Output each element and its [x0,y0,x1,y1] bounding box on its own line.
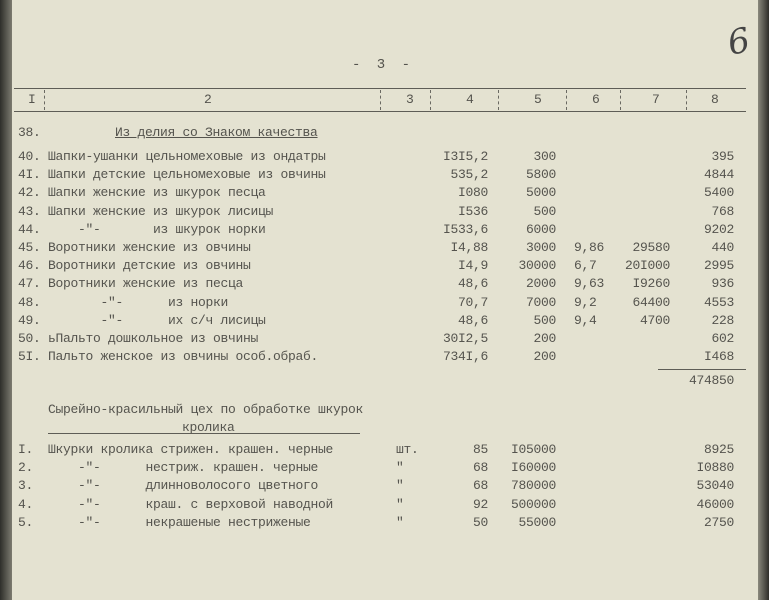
row-col5: 2000 [525,276,556,292]
row-col8: 46000 [696,496,734,512]
row-col4: 30I2,5 [442,331,488,346]
column-separator [686,90,687,110]
row-col8: 8925 [703,442,734,457]
header-col-5: 5 [534,92,542,107]
row-col4: 68 [472,478,488,494]
row-col7: 64400 [632,294,670,310]
row-number: 46. [18,258,41,274]
row-col5: 780000 [510,478,556,494]
row-col5: 200 [533,331,556,346]
page-number: - 3 - [352,57,415,73]
total-rule [658,369,746,370]
row-number: 2. [18,460,34,476]
row-col5: 500 [533,203,556,219]
row-col5: 200 [533,349,556,365]
header-bottom-rule [14,111,746,112]
row-col5: 500000 [510,496,556,512]
row-name: -"- некрашеные нестриженые [48,514,311,530]
header-col-2: 2 [204,92,212,107]
row-col8: I468 [703,349,734,365]
row-col5: 55000 [518,514,556,530]
row-col4: 48,6 [457,312,488,328]
column-separator [498,90,499,110]
row-unit: шт. [396,442,419,457]
row-number: 40. [18,149,41,164]
row-col8: 228 [711,312,734,328]
row-col7: 29580 [632,240,670,255]
row-col8: 4553 [703,294,734,310]
row-col4: 85 [472,442,488,457]
header-col-1: I [28,92,36,107]
row-col4: 50 [472,514,488,530]
row-col8: 4844 [703,167,734,183]
row-col6: 9,63 [574,276,605,292]
row-unit: " [396,460,404,476]
row-col7: 4700 [639,312,670,328]
row-col5: 30000 [518,258,556,274]
row-number: 43. [18,203,41,219]
row-col6: 9,2 [574,294,597,310]
section-total: 474850 [688,373,734,388]
row-col4: 734I,6 [442,349,488,365]
row-name: -"- из шкурок норки [48,221,266,237]
row-name: Шапки женские из шкурок песца [48,185,266,201]
row-col8: 9202 [703,221,734,237]
row-number: 50. [18,331,41,346]
section2-title-underline [48,433,360,434]
row-col4: I4,9 [457,258,488,274]
row-number: 5. [18,514,34,530]
section2-title-line2: кролика [182,420,235,435]
row-col4: I533,6 [442,221,488,237]
row-col8: 395 [711,149,734,164]
row-col4: 70,7 [457,294,488,310]
row-col5: 6000 [525,221,556,237]
header-top-rule [14,88,746,89]
scan-edge-left [0,0,12,600]
handwritten-page-mark: 6 [724,20,754,64]
row-name: Воротники женские из овчины [48,240,251,255]
row-col8: 936 [711,276,734,292]
row-number: 4I. [18,167,41,183]
row-col6: 9,86 [574,240,605,255]
row-col5: 7000 [525,294,556,310]
row-name: Шапки-ушанки цельномеховые из ондатры [48,149,326,164]
row-col5: 5000 [525,185,556,201]
section2-title-line1: Сырейно-красильный цех по обработке шкурок [48,402,364,417]
row-number: 49. [18,312,41,328]
header-col-7: 7 [652,92,660,107]
section-title: Из делия со Знаком качества [115,125,318,140]
header-col-6: 6 [592,92,600,107]
row-col5: 3000 [525,240,556,255]
row-name: Шкурки кролика стрижен. крашен. черные [48,442,334,457]
column-separator [620,90,621,110]
row-col8: 2995 [703,258,734,274]
header-col-3: 3 [406,92,414,107]
header-col-8: 8 [711,92,719,107]
row-name: ьПальто дошкольное из овчины [48,331,259,346]
row-col4: 92 [472,496,488,512]
row-number: 42. [18,185,41,201]
row-name: Шапки детские цельномеховые из овчины [48,167,326,183]
row-number: 44. [18,221,41,237]
row-col4: I4,88 [450,240,488,255]
column-separator [566,90,567,110]
row-col4: 68 [472,460,488,476]
row-unit: " [396,514,404,530]
row-col4: I080 [457,185,488,201]
row-number: 4. [18,496,34,512]
row-col8: 5400 [703,185,734,201]
row-name: -"- краш. с верховой наводной [48,496,334,512]
column-separator [430,90,431,110]
row-col4: I3I5,2 [442,149,488,164]
row-col7: 20I000 [624,258,670,274]
row-col8: 768 [711,203,734,219]
row-col5: 300 [533,149,556,164]
row-name: -"- нестриж. крашен. черные [48,460,319,476]
scan-edge-right [758,0,769,600]
row-col4: 535,2 [450,167,488,183]
column-separator [380,90,381,110]
row-name: -"- длинноволосого цветного [48,478,319,494]
row-number: 47. [18,276,41,292]
row-col8: 2750 [703,514,734,530]
row-col5: 5800 [525,167,556,183]
row-name: Воротники детские из овчины [48,258,251,274]
section-title-number: 38. [18,125,41,140]
row-col4: I536 [457,203,488,219]
row-unit: " [396,496,404,512]
row-name: Воротники женские из песца [48,276,244,292]
row-col5: I05000 [510,442,556,457]
column-separator [44,90,45,110]
row-number: 5I. [18,349,41,365]
row-col8: I0880 [696,460,734,476]
row-col6: 9,4 [574,312,597,328]
row-name: -"- из норки [48,294,229,310]
row-name: -"- их с/ч лисицы [48,312,266,328]
row-col5: I60000 [510,460,556,476]
row-number: 45. [18,240,41,255]
header-col-4: 4 [466,92,474,107]
row-unit: " [396,478,404,494]
row-number: 48. [18,294,41,310]
row-col8: 602 [711,331,734,346]
row-name: Пальто женское из овчины особ.обраб. [48,349,319,365]
row-col6: 6,7 [574,258,597,274]
row-col7: I9260 [632,276,670,292]
row-col5: 500 [533,312,556,328]
row-number: 3. [18,478,34,494]
row-number: I. [18,442,34,457]
row-col4: 48,6 [457,276,488,292]
row-col8: 440 [711,240,734,255]
row-col8: 53040 [696,478,734,494]
row-name: Шапки женские из шкурок лисицы [48,203,274,219]
